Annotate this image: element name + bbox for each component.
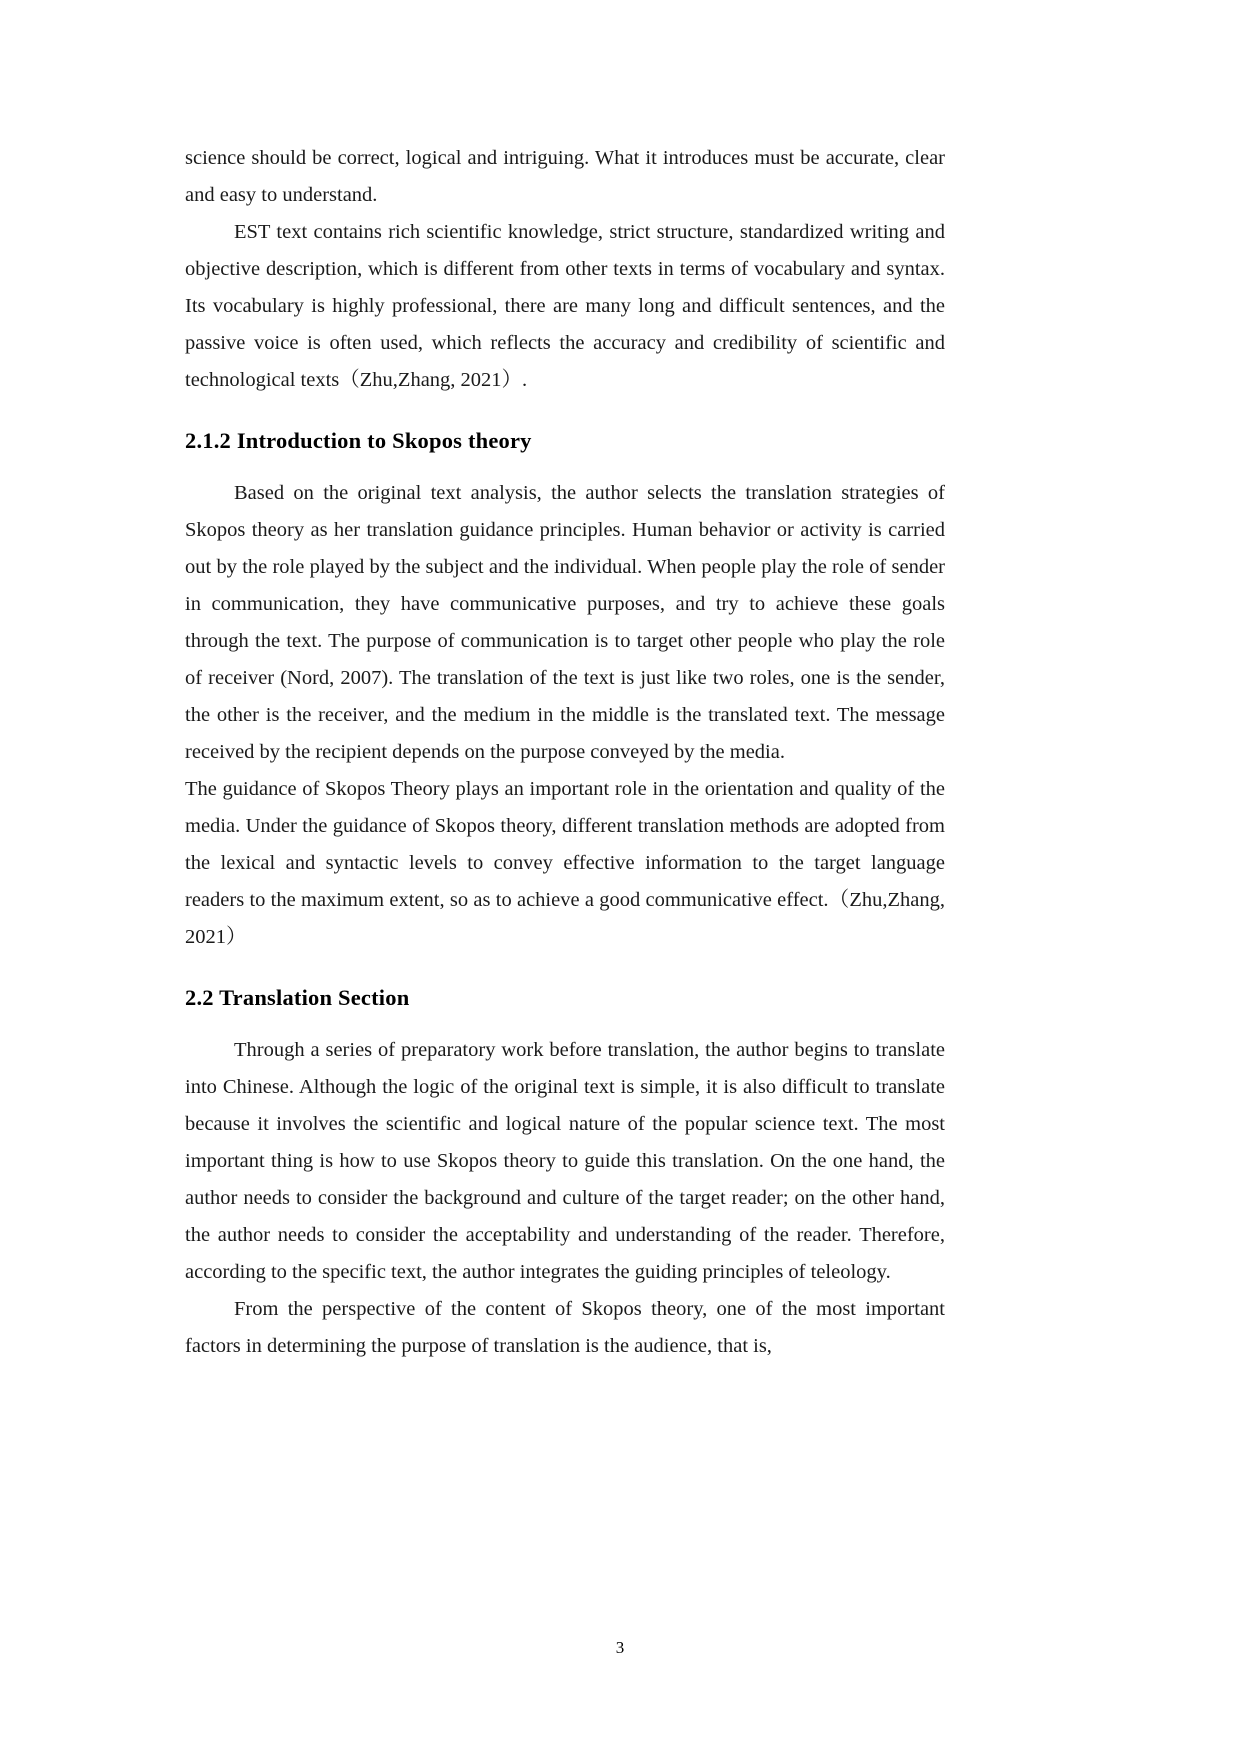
paragraph-skopos-basis: Based on the original text analysis, the author selects the translation strategies of Skopos theory as her translation guidance principles. Human behavior or activity is carried out by the role played by the subject and the individual. When people play the role of sender in communication, they have communicative purposes, and try to achieve these goals through the text. The purpose of communication is to target other people who play the role of receiver (Nord, 2007). The translation of the text is just like two roles, one is the sender, the other is the receiver, and the medium in the middle is the translated text. The message received by the recipient depends on the purpose conveyed by the media.	[185, 482, 945, 763]
page-body	[185, 140, 945, 1365]
page-number: 3	[615, 1638, 625, 1657]
paragraph-translation-section: Through a series of preparatory work before translation, the author begins to translate into Chinese. Although the logic of the original text is simple, it is also difficult to translate because it involves the scientific and logical nature of the popular science text. The most important thing is how to use Skopos theory to guide this translation. On the one hand, the author needs to consider the background and culture of the target reader; on the other hand, the author needs to consider the acceptability and understanding of the reader. Therefore, according to the specific text, the author integrates the guiding principles of teleology.	[185, 1039, 945, 1283]
paragraph-est-text: EST text contains rich scientific knowledge, strict structure, standardized writing and objective description, which is different from other texts in terms of vocabulary and syntax. Its vocabulary is highly professional, there are many long and difficult sentences, and the passive voice is often used, which reflects the accuracy and credibility of scientific and technological texts（Zhu,Zhang, 2021）.	[185, 221, 945, 391]
paragraph-audience: From the perspective of the content of Skopos theory, one of the most important factors in determining the purpose of translation is the audience, that is,	[185, 1298, 945, 1357]
section-heading-2-2: 2.2 Translation Section	[185, 985, 410, 1010]
paragraph-skopos-guidance: The guidance of Skopos Theory plays an important role in the orientation and quality of the media. Under the guidance of Skopos theory, different translation methods are adopted from the lexical and syntactic levels to convey effective information to the target language readers to the maximum extent, so as to achieve a good communicative effect.（Zhu,Zhang, 2021）	[185, 778, 945, 948]
section-heading-2-1-2: 2.1.2 Introduction to Skopos theory	[185, 428, 532, 453]
paragraph-continuation: science should be correct, logical and intriguing. What it introduces must be accurate, clear and easy to understand.	[185, 147, 945, 206]
